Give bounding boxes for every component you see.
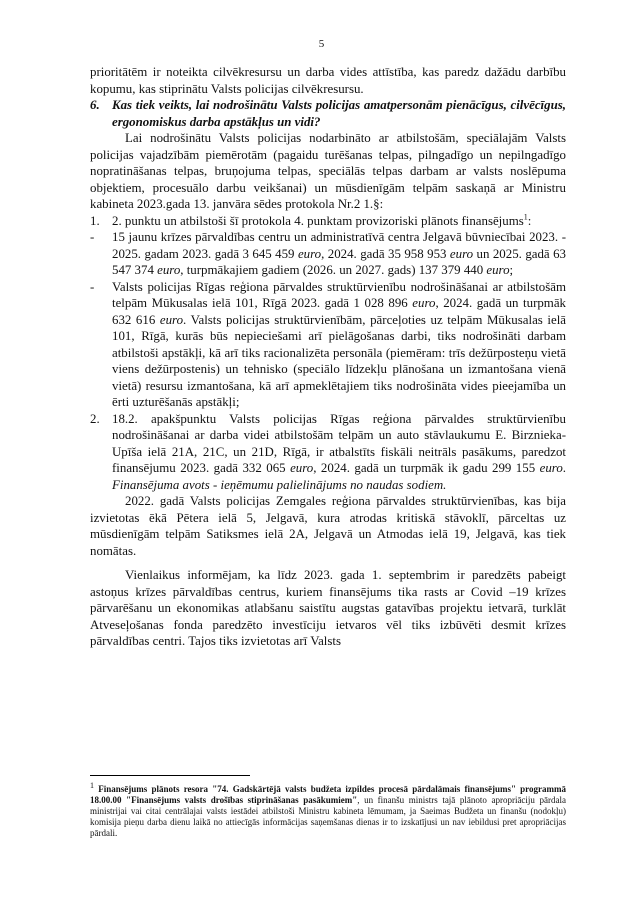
bullet-text: , 2024. gadā 35 958 953 xyxy=(321,246,450,261)
bullet-text: ; xyxy=(509,263,514,277)
list-item-2 xyxy=(90,411,566,494)
currency: euro xyxy=(486,263,510,277)
list-item-text: . xyxy=(562,461,566,475)
bullet-text: un 2025. gadā 63 547 374 xyxy=(112,246,566,277)
bullet-text: , 2024. gadā un turpmāk 632 616 xyxy=(112,296,566,327)
bullet-text: 15 jaunu krīzes pārvaldības centru un administratīvā centra Jelgavā būvniecībai 2023. - 2025. gadam 2023. gadā 3 645 459 xyxy=(112,230,566,261)
currency: euro xyxy=(412,296,436,310)
answer-paragraph: Lai nodrošinātu Valsts policijas nodarbināto ar atbilstošām, speciālajām Valsts policijas vajadzībām piemērotām (pagaidu turēšanas telpas, pilngadīgo un nepilngadīgo nopratināšanas telpas, bruņojuma telpas, speciālās telpas darbam ar valsts noslēpuma objektiem, procesuālo darbu veikšanai) un mūsdienīgām telpām saskaņā ar Ministru kabineta 2023.gada 13. janvāra sēdes protokola Nr.2 1.§: xyxy=(90,131,566,211)
bullet-text: . Valsts policijas struktūrvienībām, pārceļoties uz telpām Mūkusalas ielā 101, Rīgā, kurās būs nepieciešami arī pielāgošanas darbi, tiks nodrošināti darbam atbilstoši apstākļi, kā arī tiks racionalizēta personāla (piemēram: trīs dežūrposteņu vietā viens dežūrpostenis) un tehnisko (speciālo līdzekļu plānošana un izmantošana vienā vietā) resursu izmantošana, kā arī apmeklētajiem tiks nodrošināta vides pieejamība un ērti uzturēšanās apstākļi; xyxy=(112,312,566,409)
footnote-marker: 1 xyxy=(90,781,94,790)
list-marker: 1. xyxy=(90,213,100,228)
paragraph-2022: 2022. gadā Valsts policijas Zemgales reģiona pārvaldes struktūrvienības, kas bija izvietotas ēkā Pētera ielā 5, Jelgavā, kura atrodas kritiskā stāvoklī, pārceltas uz mūsdienīgām telpām Satiksmes ielā 2A, Jelgavā un Atmodas ielā 19, Jelgavā, kas tiek nomātas. xyxy=(90,494,566,558)
question-heading xyxy=(90,97,566,130)
footnote-ref: 1 xyxy=(523,212,528,222)
list-item-text: , 2024. gadā un turpmāk ik gadu 299 155 xyxy=(313,461,540,475)
bullet-text: , turpmākajiem gadiem (2026. un 2027. gads) 137 379 440 xyxy=(180,263,487,277)
page-number: 5 xyxy=(318,38,325,50)
question-number: 6. xyxy=(90,98,100,112)
currency: euro xyxy=(290,461,314,475)
footnote-separator xyxy=(90,775,250,776)
list-item-text: 2. punktu un atbilstoši šī protokola 4. punktam provizoriski plānots finansējums xyxy=(112,213,524,228)
bullet-marker: - xyxy=(90,230,95,244)
intro-paragraph: prioritātēm ir noteikta cilvēkresursu un darba vides attīstība, kas paredz dažādu darbību kopumu, kas stiprinātu Valsts policijas cilvēkresursu. xyxy=(90,65,566,96)
list-item-1 xyxy=(90,213,566,230)
bullet-item-2 xyxy=(90,279,566,411)
footnote xyxy=(90,781,567,839)
currency: euro xyxy=(157,263,181,277)
page-body xyxy=(90,64,566,650)
paragraph-vienlaikus: Vienlaikus informējam, ka līdz 2023. gada 1. septembrim ir paredzēts pabeigt astoņus krīzes pārvaldības centrus, kuriem finansējums tika rasts ar Covid –19 krīzes pārvarēšanu un ekonomikas atlabšanu saistītu augstas gatavības projektu ietvarā, turklāt Atveseļošanas fonda paredzēto investīciju ietvaros vēl tiks izbūvēti desmit krīzes pārvaldības centri. Tajos tiks izvietotas arī Valsts xyxy=(90,568,566,648)
bullet-marker: - xyxy=(90,279,95,294)
list-item-text: 18.2. apakšpunktu Valsts policijas Rīgas reģiona pārvaldes struktūrvienību nodrošināšanai ar darba videi atbilstošām telpām un auto stāvlaukumu E. Birznieka-Upīša ielā 21A, 21C, un 21D, Rīgā, ir atbalstīts fiskāli neitrāls pasākums, paredzot finansējumu 2023. gadā 332 065 xyxy=(112,411,566,475)
list-item-text: : xyxy=(527,213,532,228)
question-text: Kas tiek veikts, lai nodrošinātu Valsts policijas amatpersonām pienācīgus, cilvēcīgus, ergonomiskus darba apstākļus un vidi? xyxy=(112,98,566,129)
currency: euro xyxy=(539,461,563,475)
list-marker: 2. xyxy=(90,411,100,426)
footnote-bold-text: Finansējums plānots resora "74. Gadskārtējā valsts budžeta izpildes procesā pārdalāmais finansējums" programmā 18.00.00 "Finansējums valsts drošības stiprināšanas pasākumiem" xyxy=(90,784,567,805)
bullet-item-1 xyxy=(90,229,566,279)
currency: euro xyxy=(297,246,322,261)
funding-source-note: Finansējuma avots - ieņēmumu palielinājums no naudas sodiem. xyxy=(112,477,447,492)
footnote-text: , un finanšu ministrs tajā plānoto apropriāciju pārdala ministrijai vai citai centrālajai valsts iestādei atbilstoši Ministru kabineta lēmumam, ja Saeimas Budžeta un finanšu (nodokļu) komisija pieņu darba dienu laikā no attiecīgās informācijas saņemšanas dienas ir to izskatījusi un nav iebildusi pret apropriācijas pārdali. xyxy=(90,795,566,838)
currency: euro xyxy=(449,246,474,261)
currency: euro xyxy=(159,312,184,327)
bullet-text: Valsts policijas Rīgas reģiona pārvaldes struktūrvienību nodrošināšanai ar atbilstošām telpām Mūkusalas ielā 101, Rīgā 2023. gadā 1 028 896 xyxy=(112,279,566,310)
